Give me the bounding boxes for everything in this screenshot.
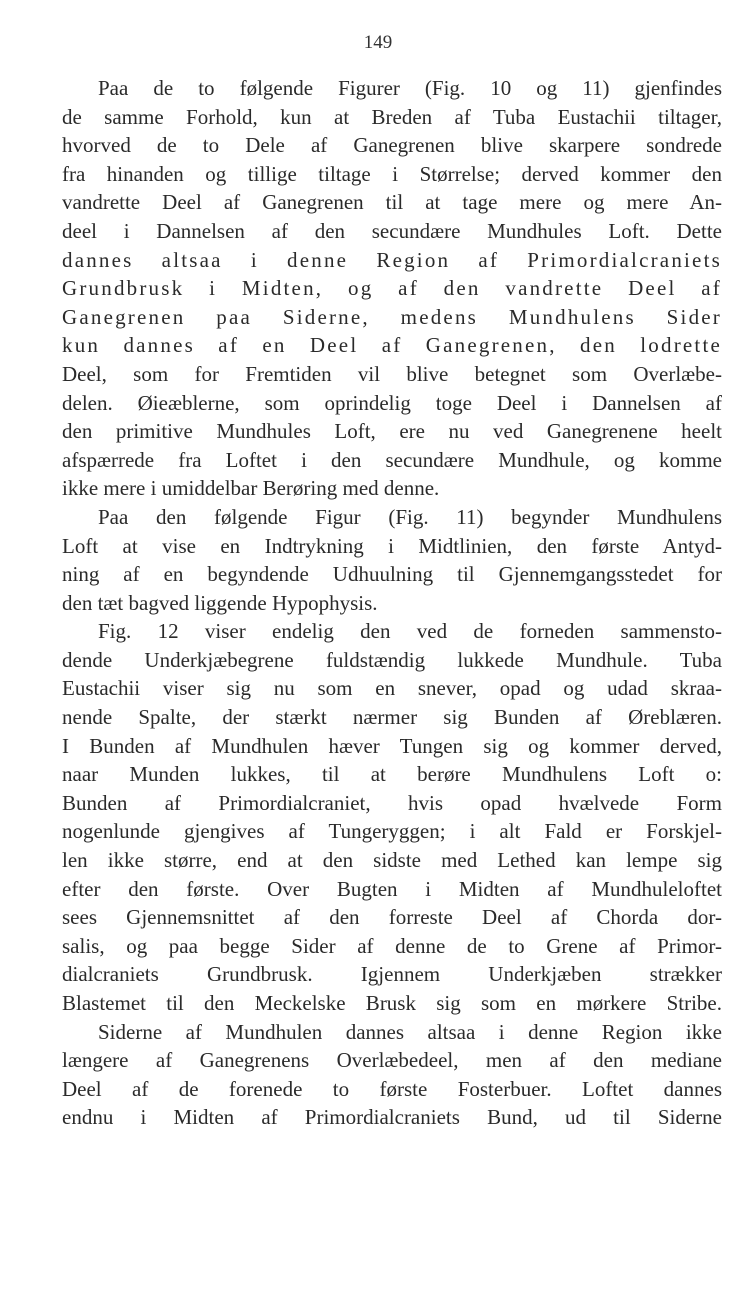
text-line: dialcraniets Grundbrusk. Igjennem Underkjæben strækker <box>62 962 722 987</box>
text-line: ikke mere i umiddelbar Berøring med denne. <box>62 476 440 501</box>
text-line: Deel af de forenede to første Fosterbuer. Loftet dannes <box>62 1076 722 1101</box>
text-line: Fig. 12 viser endelig den ved de forneden sammensto- <box>98 619 722 644</box>
text-line: Siderne af Mundhulen dannes altsaa i denne Region ikke <box>98 1019 722 1044</box>
text-line: naar Munden lukkes, til at berøre Mundhulens Loft o: <box>62 762 722 787</box>
text-line: afspærrede fra Loftet i den secundære Mundhule, og komme <box>62 447 722 472</box>
text-line: vandrette Deel af Ganegrenen til at tage mere og mere An- <box>62 190 722 215</box>
text-line: den primitive Mundhules Loft, ere nu ved Ganegrenene heelt <box>62 419 722 444</box>
text-line: Eustachii viser sig nu som en snever, opad og udad skraa- <box>62 676 722 701</box>
text-line: sees Gjennemsnittet af den forreste Deel af Chorda dor- <box>62 905 722 930</box>
text-line: Paa de to følgende Figurer (Fig. 10 og 11) gjenfindes <box>98 76 722 100</box>
text-line: fra hinanden og tillige tiltage i Størrelse; derved kommer den <box>62 161 722 186</box>
text-line: nende Spalte, der stærkt nærmer sig Bunden af Øreblæren. <box>62 705 722 730</box>
text-line: Bunden af Primordialcraniet, hvis opad hvælvede Form <box>62 790 722 815</box>
page-number: 149 <box>363 32 393 53</box>
text-line: len ikke større, end at den sidste med Lethed kan lempe sig <box>62 848 722 873</box>
text-line: I Bunden af Mundhulen hæver Tungen sig og kommer derved, <box>62 733 722 758</box>
text-line: hvorved de to Dele af Ganegrenen blive skarpere sondrede <box>62 133 722 158</box>
text-line: dannes altsaa i denne Region af Primordialcraniets <box>62 247 722 272</box>
text-line: dende Underkjæbegrene fuldstændig lukkede Mundhule. Tuba <box>62 647 722 672</box>
text-line: Paa den følgende Figur (Fig. 11) begynder Mundhulens <box>98 504 722 529</box>
text-line: længere af Ganegrenens Overlæbedeel, men af den mediane <box>62 1048 722 1073</box>
text-line: Ganegrenen paa Siderne, medens Mundhulens Sider <box>62 304 722 329</box>
text-line: Blastemet til den Meckelske Brusk sig som en mørkere Stribe. <box>62 991 722 1015</box>
text-line: de samme Forhold, kun at Breden af Tuba Eustachii tiltager, <box>62 104 722 129</box>
text-line: deel i Dannelsen af den secundære Mundhules Loft. Dette <box>62 218 722 243</box>
text-line: delen. Øieæblerne, som oprindelig toge Deel i Dannelsen af <box>62 390 722 415</box>
text-line: salis, og paa begge Sider af denne de to Grene af Primor- <box>62 933 722 958</box>
body-text <box>62 74 722 1132</box>
text-line: Loft at vise en Indtrykning i Midtlinien, den første Antyd- <box>62 533 722 558</box>
text-line: kun dannes af en Deel af Ganegrenen, den lodrette <box>62 333 722 358</box>
text-line: ning af en begyndende Udhuulning til Gjennemgangsstedet for <box>62 562 722 587</box>
text-line: Grundbrusk i Midten, og af den vandrette Deel af <box>62 276 722 301</box>
text-line: den tæt bagved liggende Hypophysis. <box>62 590 378 615</box>
text-line: endnu i Midten af Primordialcraniets Bund, ud til Siderne <box>62 1105 722 1130</box>
text-line: efter den første. Over Bugten i Midten af Mundhuleloftet <box>62 876 722 901</box>
text-line: nogenlunde gjengives af Tungeryggen; i alt Fald er Forskjel- <box>62 819 722 844</box>
text-line: Deel, som for Fremtiden vil blive betegnet som Overlæbe- <box>62 361 722 386</box>
